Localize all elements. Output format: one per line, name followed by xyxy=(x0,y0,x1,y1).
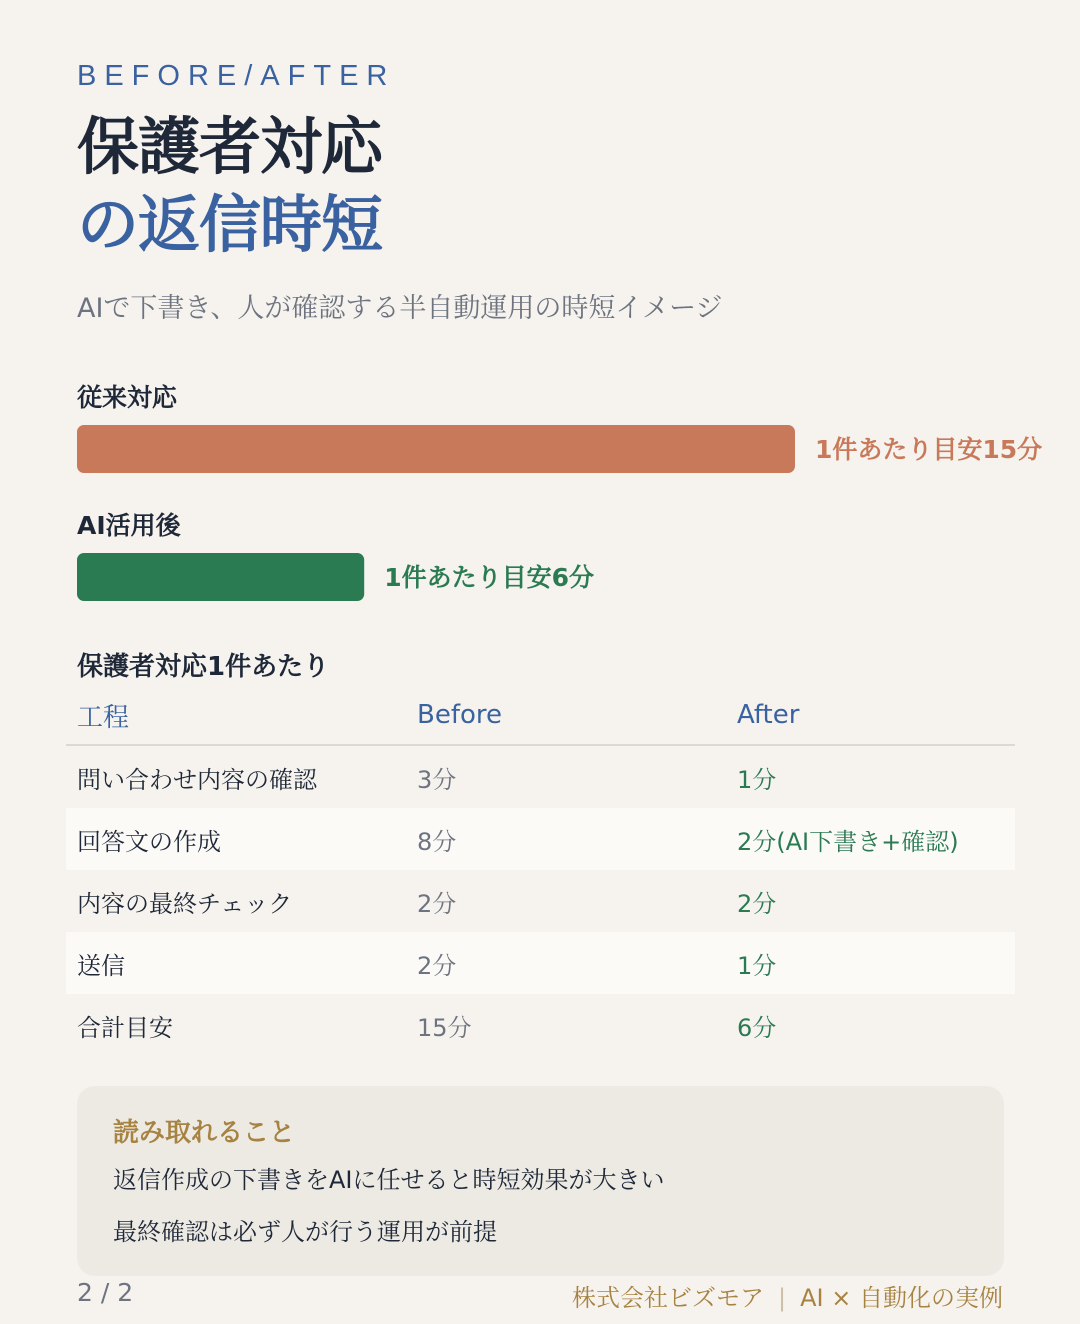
takeaway-line: 最終確認は必ず人が行う運用が前提 xyxy=(113,1218,497,1246)
takeaway-line: 返信作成の下書きをAIに任せると時短効果が大きい xyxy=(113,1166,665,1194)
bar xyxy=(77,553,364,601)
bar xyxy=(77,425,795,473)
eyebrow: BEFORE/AFTER xyxy=(77,60,396,92)
series-name: AI × 自動化の実例 xyxy=(800,1284,1003,1312)
cell-after: 6分 xyxy=(737,1013,777,1042)
cell-step: 内容の最終チェック xyxy=(77,889,293,918)
cell-step: 回答文の作成 xyxy=(66,808,406,870)
bar-category-label: AI活用後 xyxy=(77,511,181,540)
table-row-total xyxy=(66,994,1015,1056)
page-number: 2 / 2 xyxy=(77,1278,134,1307)
cell-before: 2分 xyxy=(417,889,457,918)
steps-table xyxy=(66,686,1015,1056)
bar-category-label: 従来対応 xyxy=(77,383,178,412)
cell-step: 問い合わせ内容の確認 xyxy=(77,765,317,794)
cell-after: 1分 xyxy=(737,765,777,794)
table-row xyxy=(66,808,1015,870)
takeaway-title: 読み取れること xyxy=(113,1118,296,1148)
bar-data-label: 1件あたり目安15分 xyxy=(815,435,1043,464)
bar-data-label: 1件あたり目安6分 xyxy=(384,563,594,592)
table-row xyxy=(66,870,1015,932)
cell-after: 2分 xyxy=(737,889,777,918)
cell-before: 3分 xyxy=(417,765,457,794)
page-title-line1: 保護者対応 xyxy=(77,110,383,183)
column-header-after: After xyxy=(726,686,1015,745)
company-name: 株式会社ビズモア xyxy=(572,1284,765,1312)
table-title: 保護者対応1件あたり xyxy=(77,652,330,682)
table-row xyxy=(66,745,1015,808)
table-row xyxy=(66,932,1015,994)
column-header-before: Before xyxy=(406,686,726,745)
cell-before: 2分 xyxy=(406,932,726,994)
cell-step: 送信 xyxy=(66,932,406,994)
column-header-step: 工程 xyxy=(66,686,406,745)
comparison-bar-chart xyxy=(0,0,1080,620)
cell-after: 1分 xyxy=(726,932,1015,994)
footer-credit xyxy=(572,1278,1003,1313)
cell-step: 合計目安 xyxy=(77,1013,173,1042)
page-subtitle: AIで下書き、人が確認する半自動運用の時短イメージ xyxy=(77,293,723,324)
cell-before: 8分 xyxy=(406,808,726,870)
takeaway-box xyxy=(77,1086,1004,1276)
table-header-row xyxy=(66,686,1015,745)
cell-after: 2分(AI下書き+確認) xyxy=(726,808,1015,870)
footer-separator: | xyxy=(778,1284,787,1312)
cell-before: 15分 xyxy=(417,1013,472,1042)
page-title-line2: の返信時短 xyxy=(77,188,383,261)
